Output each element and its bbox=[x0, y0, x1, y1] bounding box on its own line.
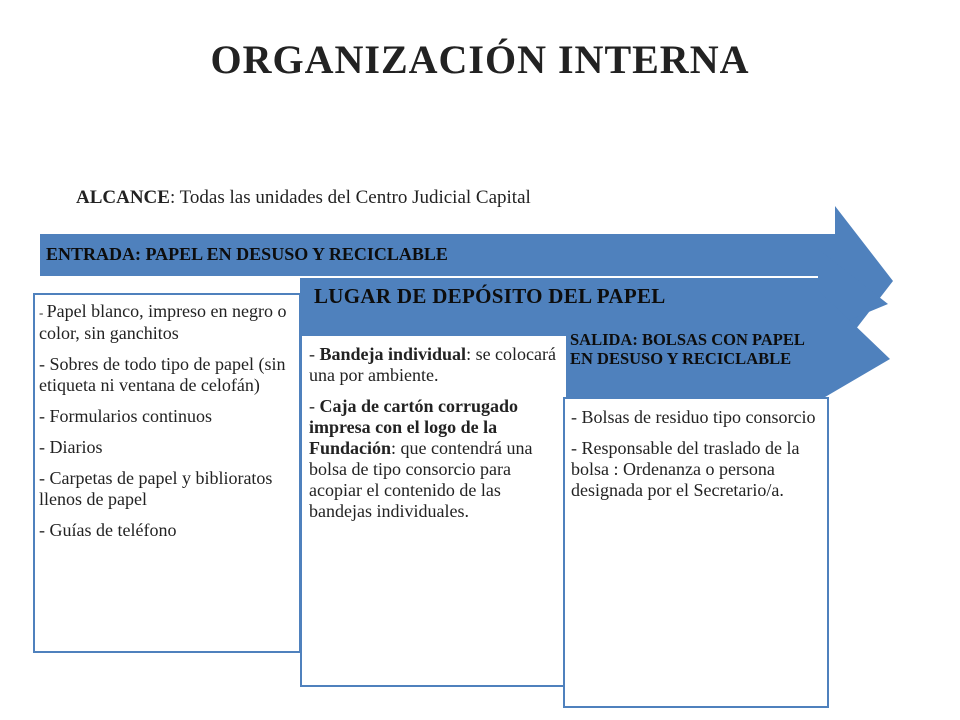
list-item: - Carpetas de papel y biblioratos llenos de papel bbox=[39, 468, 273, 509]
stage-label-entrada: ENTRADA: PAPEL EN DESUSO Y RECICLABLE bbox=[46, 244, 448, 264]
list-item: - Papel blanco, impreso en negro o color, sin ganchitos bbox=[39, 301, 287, 343]
page-title: ORGANIZACIÓN INTERNA bbox=[210, 37, 750, 82]
list-item: - Formularios continuos bbox=[39, 406, 212, 426]
list-item: - Bandeja individual: se colocará una por ambiente. bbox=[309, 344, 557, 385]
list-item: - Caja de cartón corrugado impresa con el logo de la Fundación: que contendrá una bolsa de tipo consorcio para acopiar el contenido de las bandejas individuales. bbox=[309, 396, 533, 521]
stage-box-lugar bbox=[300, 334, 568, 687]
list-item: - Responsable del traslado de la bolsa : Ordenanza o persona designada por el Secretario/a. bbox=[571, 438, 800, 500]
scope-label: ALCANCE bbox=[76, 187, 170, 208]
stage-box-entrada bbox=[33, 293, 301, 653]
stage-label-lugar: LUGAR DE DEPÓSITO DEL PAPEL bbox=[314, 284, 666, 308]
list-item: - Guías de teléfono bbox=[39, 520, 177, 540]
scope-text: : Todas las unidades del Centro Judicial Capital bbox=[169, 187, 531, 208]
stage-box-salida bbox=[563, 397, 829, 708]
list-item: - Diarios bbox=[39, 437, 103, 457]
list-item: - Sobres de todo tipo de papel (sin etiqueta ni ventana de celofán) bbox=[39, 354, 286, 395]
stage-label-salida: SALIDA: BOLSAS CON PAPEL EN DESUSO Y RECICLABLE bbox=[570, 330, 804, 368]
list-item: - Bolsas de residuo tipo consorcio bbox=[571, 407, 816, 427]
